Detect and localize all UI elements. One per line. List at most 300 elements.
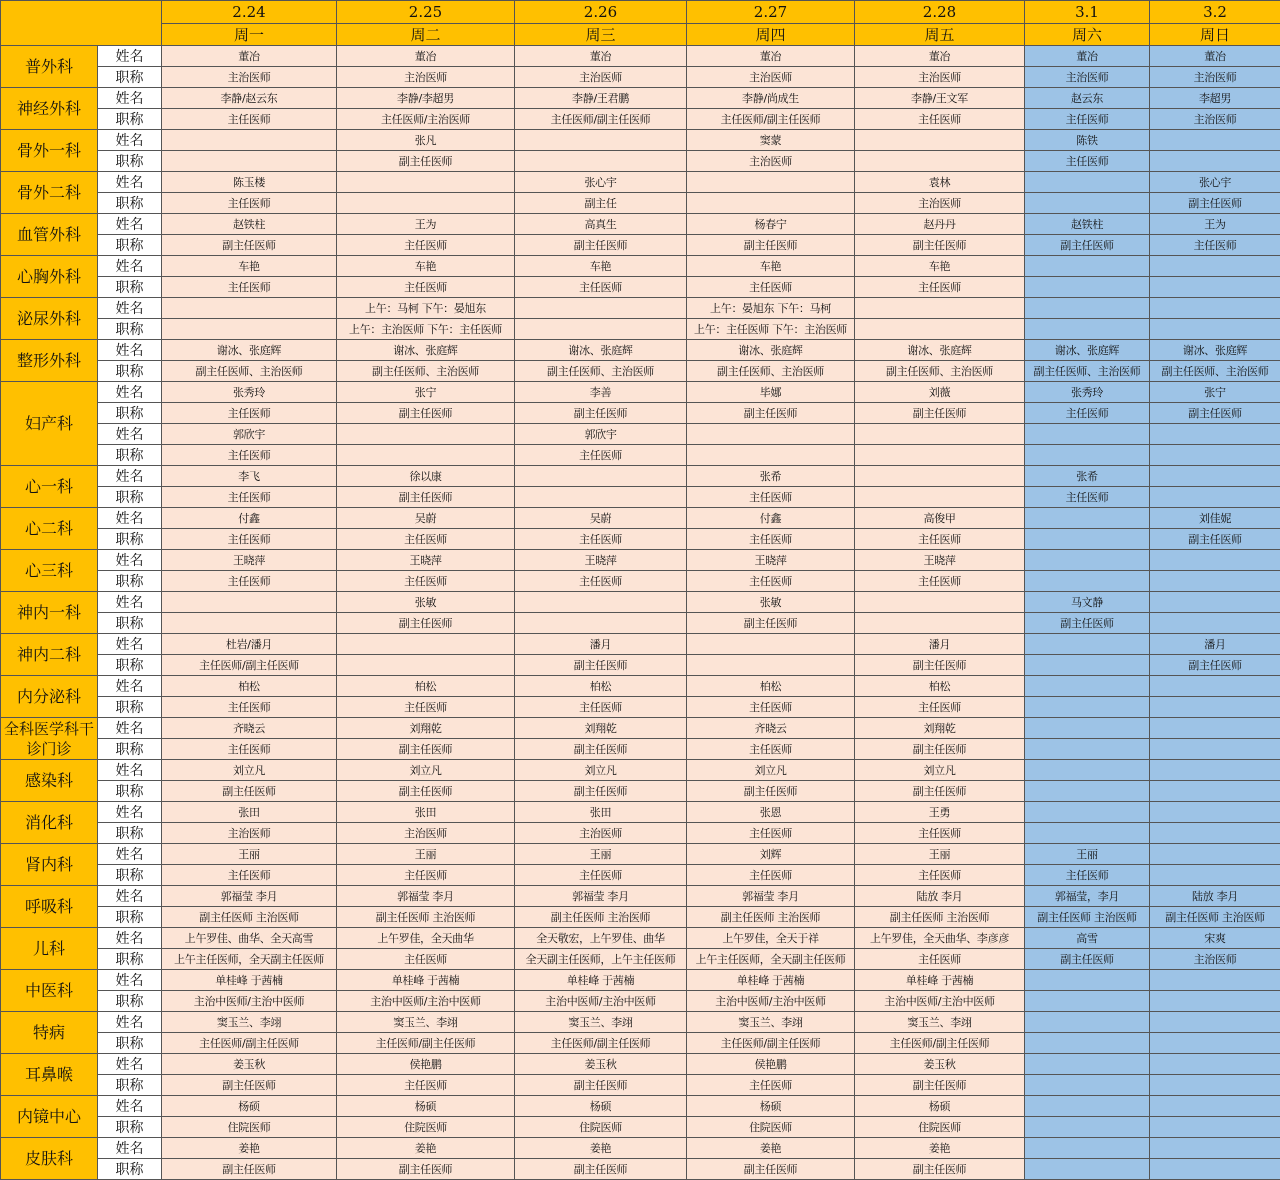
name-row xyxy=(1,592,1280,613)
weekday-header: 周日 xyxy=(1150,23,1280,46)
doctor-name-cell xyxy=(1150,1012,1280,1033)
doctor-name-cell: 付鑫 xyxy=(687,508,855,529)
doctor-name-cell xyxy=(1150,424,1280,445)
doctor-title-cell xyxy=(1150,277,1280,298)
name-label: 姓名 xyxy=(98,760,162,781)
name-row xyxy=(1,802,1280,823)
doctor-title-cell xyxy=(162,151,337,172)
doctor-title-cell: 副主任医师 xyxy=(1150,529,1280,550)
title-label: 职称 xyxy=(98,991,162,1012)
doctor-title-cell: 主治医师 xyxy=(515,823,687,844)
name-label: 姓名 xyxy=(98,802,162,823)
doctor-title-cell: 主任医师 xyxy=(162,697,337,718)
title-row xyxy=(1,235,1280,256)
doctor-title-cell xyxy=(337,445,515,466)
department-name: 血管外科 xyxy=(1,214,98,256)
title-row xyxy=(1,151,1280,172)
doctor-name-cell: 张恩 xyxy=(687,802,855,823)
department-name: 特病 xyxy=(1,1012,98,1054)
doctor-title-cell xyxy=(1025,1033,1150,1054)
department-name: 神内二科 xyxy=(1,634,98,676)
date-header: 2.28 xyxy=(855,1,1025,24)
doctor-title-cell: 全天副主任医师，上午主任医师 xyxy=(515,949,687,970)
doctor-name-cell: 王丽 xyxy=(515,844,687,865)
doctor-name-cell: 潘月 xyxy=(855,634,1025,655)
title-row xyxy=(1,1075,1280,1096)
doctor-name-cell: 刘佳妮 xyxy=(1150,508,1280,529)
name-row xyxy=(1,382,1280,403)
doctor-title-cell xyxy=(1025,1159,1150,1180)
title-row xyxy=(1,571,1280,592)
doctor-title-cell: 主治医师 xyxy=(1150,949,1280,970)
name-label: 姓名 xyxy=(98,1096,162,1117)
doctor-name-cell: 车艳 xyxy=(687,256,855,277)
name-row xyxy=(1,130,1280,151)
title-label: 职称 xyxy=(98,193,162,214)
department-name: 内分泌科 xyxy=(1,676,98,718)
doctor-name-cell xyxy=(515,130,687,151)
doctor-name-cell: 杨硕 xyxy=(337,1096,515,1117)
doctor-title-cell: 主任医师/副主任医师 xyxy=(162,1033,337,1054)
doctor-name-cell: 上午：晏旭东 下午：马柯 xyxy=(687,298,855,319)
doctor-title-cell: 副主任医师 主治医师 xyxy=(515,907,687,928)
doctor-name-cell: 上午罗佳，全天曲华、李彦彦 xyxy=(855,928,1025,949)
name-label: 姓名 xyxy=(98,1012,162,1033)
doctor-title-cell: 主治医师 xyxy=(337,823,515,844)
doctor-title-cell: 主任医师 xyxy=(1025,109,1150,130)
doctor-name-cell: 杜岩/潘月 xyxy=(162,634,337,655)
doctor-title-cell: 主任医师/副主任医师 xyxy=(855,1033,1025,1054)
table-corner xyxy=(1,1,162,46)
doctor-title-cell: 主任医师 xyxy=(337,571,515,592)
doctor-title-cell: 副主任医师 xyxy=(162,1075,337,1096)
department-name: 肾内科 xyxy=(1,844,98,886)
doctor-name-cell: 姜艳 xyxy=(687,1138,855,1159)
doctor-title-cell: 主任医师 xyxy=(855,949,1025,970)
name-label: 姓名 xyxy=(98,214,162,235)
name-label: 姓名 xyxy=(98,592,162,613)
doctor-title-cell: 主治中医师/主治中医师 xyxy=(687,991,855,1012)
name-row xyxy=(1,466,1280,487)
doctor-title-cell: 副主任医师 主治医师 xyxy=(855,907,1025,928)
doctor-name-cell xyxy=(855,130,1025,151)
doctor-name-cell xyxy=(162,592,337,613)
title-row xyxy=(1,991,1280,1012)
name-row xyxy=(1,46,1280,67)
doctor-title-cell: 副主任医师 xyxy=(337,151,515,172)
doctor-name-cell xyxy=(855,298,1025,319)
name-label: 姓名 xyxy=(98,88,162,109)
doctor-title-cell: 副主任医师 xyxy=(855,739,1025,760)
doctor-name-cell xyxy=(1025,718,1150,739)
name-label: 姓名 xyxy=(98,508,162,529)
doctor-title-cell: 副主任医师 xyxy=(337,739,515,760)
title-label: 职称 xyxy=(98,1075,162,1096)
name-row xyxy=(1,886,1280,907)
doctor-title-cell: 副主任医师 xyxy=(687,235,855,256)
title-label: 职称 xyxy=(98,781,162,802)
title-row xyxy=(1,361,1280,382)
doctor-title-cell: 住院医师 xyxy=(855,1117,1025,1138)
doctor-name-cell: 王晓萍 xyxy=(337,550,515,571)
title-label: 职称 xyxy=(98,907,162,928)
doctor-name-cell: 刘立凡 xyxy=(515,760,687,781)
date-header: 2.25 xyxy=(337,1,515,24)
doctor-name-cell: 陆放 李月 xyxy=(1150,886,1280,907)
doctor-title-cell: 副主任医师 xyxy=(162,235,337,256)
name-label: 姓名 xyxy=(98,340,162,361)
weekday-header: 周五 xyxy=(855,23,1025,46)
doctor-title-cell: 主任医师/副主任医师 xyxy=(515,109,687,130)
doctor-title-cell: 主任医师 xyxy=(687,277,855,298)
doctor-name-cell: 杨春宁 xyxy=(687,214,855,235)
name-label: 姓名 xyxy=(98,970,162,991)
doctor-name-cell xyxy=(1025,298,1150,319)
doctor-title-cell xyxy=(1150,319,1280,340)
doctor-title-cell: 主治医师 xyxy=(1150,67,1280,88)
doctor-name-cell xyxy=(337,634,515,655)
doctor-name-cell: 姜艳 xyxy=(855,1138,1025,1159)
doctor-name-cell: 张田 xyxy=(337,802,515,823)
doctor-title-cell xyxy=(337,193,515,214)
doctor-title-cell: 住院医师 xyxy=(337,1117,515,1138)
title-label: 职称 xyxy=(98,865,162,886)
doctor-title-cell: 主任医师 xyxy=(1025,403,1150,424)
doctor-name-cell: 窦玉兰、李翊 xyxy=(515,1012,687,1033)
doctor-title-cell: 主任医师/副主任医师 xyxy=(162,655,337,676)
doctor-title-cell: 主任医师 xyxy=(337,277,515,298)
name-label: 姓名 xyxy=(98,424,162,445)
doctor-title-cell: 副主任医师 xyxy=(162,1159,337,1180)
department-name: 妇产科 xyxy=(1,382,98,466)
doctor-title-cell: 副主任医师 xyxy=(855,1159,1025,1180)
doctor-title-cell: 上午主任医师，全天副主任医师 xyxy=(687,949,855,970)
doctor-title-cell xyxy=(1025,739,1150,760)
doctor-name-cell: 郭福莹 李月 xyxy=(687,886,855,907)
doctor-title-cell xyxy=(515,487,687,508)
department-name: 中医科 xyxy=(1,970,98,1012)
title-label: 职称 xyxy=(98,529,162,550)
doctor-name-cell xyxy=(1150,1054,1280,1075)
doctor-name-cell: 杨硕 xyxy=(687,1096,855,1117)
doctor-title-cell xyxy=(1150,1033,1280,1054)
doctor-name-cell: 张心宇 xyxy=(515,172,687,193)
name-row xyxy=(1,844,1280,865)
doctor-title-cell xyxy=(162,319,337,340)
doctor-title-cell xyxy=(687,445,855,466)
weekday-header: 周二 xyxy=(337,23,515,46)
name-row xyxy=(1,88,1280,109)
doctor-name-cell: 王为 xyxy=(337,214,515,235)
doctor-title-cell: 主任医师 xyxy=(162,445,337,466)
name-row xyxy=(1,970,1280,991)
doctor-title-cell: 主任医师 xyxy=(687,739,855,760)
doctor-name-cell: 王丽 xyxy=(162,844,337,865)
doctor-name-cell: 李静/王文军 xyxy=(855,88,1025,109)
doctor-name-cell: 姜玉秋 xyxy=(855,1054,1025,1075)
doctor-title-cell: 副主任医师 主治医师 xyxy=(1150,907,1280,928)
doctor-title-cell: 主任医师 xyxy=(855,277,1025,298)
name-row xyxy=(1,424,1280,445)
doctor-title-cell: 副主任医师 xyxy=(1150,403,1280,424)
doctor-title-cell xyxy=(1150,151,1280,172)
title-label: 职称 xyxy=(98,277,162,298)
doctor-title-cell: 主任医师/副主任医师 xyxy=(687,109,855,130)
title-label: 职称 xyxy=(98,235,162,256)
title-row xyxy=(1,319,1280,340)
department-name: 神经外科 xyxy=(1,88,98,130)
doctor-name-cell: 窦玉兰、李翊 xyxy=(855,1012,1025,1033)
title-label: 职称 xyxy=(98,571,162,592)
doctor-name-cell xyxy=(162,130,337,151)
doctor-title-cell: 主任医师 xyxy=(162,277,337,298)
doctor-title-cell: 副主任医师 主治医师 xyxy=(687,907,855,928)
title-label: 职称 xyxy=(98,949,162,970)
doctor-title-cell xyxy=(1150,991,1280,1012)
doctor-name-cell xyxy=(162,298,337,319)
name-label: 姓名 xyxy=(98,1138,162,1159)
doctor-title-cell xyxy=(1025,445,1150,466)
doctor-title-cell xyxy=(1150,571,1280,592)
doctor-title-cell: 主治医师 xyxy=(1150,109,1280,130)
name-row xyxy=(1,1012,1280,1033)
doctor-name-cell: 张心宇 xyxy=(1150,172,1280,193)
doctor-title-cell xyxy=(1025,655,1150,676)
doctor-name-cell: 董冶 xyxy=(1025,46,1150,67)
doctor-name-cell: 姜艳 xyxy=(515,1138,687,1159)
doctor-name-cell: 谢冰、张庭辉 xyxy=(1150,340,1280,361)
name-row xyxy=(1,550,1280,571)
doctor-title-cell: 主任医师 xyxy=(1150,235,1280,256)
doctor-name-cell: 李静/赵云东 xyxy=(162,88,337,109)
title-row xyxy=(1,445,1280,466)
title-row xyxy=(1,781,1280,802)
doctor-name-cell: 董冶 xyxy=(687,46,855,67)
doctor-title-cell: 主任医师/主治医师 xyxy=(337,109,515,130)
doctor-title-cell: 副主任医师 xyxy=(855,235,1025,256)
doctor-name-cell xyxy=(1025,1096,1150,1117)
doctor-title-cell: 主任医师 xyxy=(855,109,1025,130)
doctor-name-cell xyxy=(1150,298,1280,319)
name-label: 姓名 xyxy=(98,718,162,739)
doctor-title-cell xyxy=(855,445,1025,466)
title-row xyxy=(1,949,1280,970)
doctor-title-cell: 副主任医师 xyxy=(515,235,687,256)
name-row xyxy=(1,1138,1280,1159)
doctor-title-cell: 主任医师 xyxy=(337,529,515,550)
doctor-name-cell: 单桂峰 于茜楠 xyxy=(162,970,337,991)
doctor-name-cell: 谢冰、张庭辉 xyxy=(1025,340,1150,361)
title-label: 职称 xyxy=(98,697,162,718)
doctor-title-cell: 主任医师 xyxy=(162,529,337,550)
doctor-title-cell: 副主任医师 主治医师 xyxy=(337,907,515,928)
doctor-name-cell: 李超男 xyxy=(1150,88,1280,109)
title-row xyxy=(1,193,1280,214)
doctor-name-cell xyxy=(1150,760,1280,781)
name-row xyxy=(1,718,1280,739)
name-label: 姓名 xyxy=(98,298,162,319)
doctor-title-cell xyxy=(1025,697,1150,718)
doctor-name-cell: 王丽 xyxy=(337,844,515,865)
title-label: 职称 xyxy=(98,487,162,508)
doctor-title-cell: 副主任医师、主治医师 xyxy=(515,361,687,382)
doctor-title-cell xyxy=(687,193,855,214)
doctor-name-cell: 马文静 xyxy=(1025,592,1150,613)
doctor-name-cell: 刘立凡 xyxy=(687,760,855,781)
doctor-title-cell: 主任医师/副主任医师 xyxy=(337,1033,515,1054)
doctor-title-cell: 主任医师 xyxy=(515,277,687,298)
doctor-title-cell: 主任医师 xyxy=(855,823,1025,844)
doctor-title-cell xyxy=(1025,571,1150,592)
doctor-title-cell: 主任医师 xyxy=(687,529,855,550)
doctor-title-cell: 主任医师 xyxy=(1025,151,1150,172)
name-label: 姓名 xyxy=(98,844,162,865)
department-name: 泌尿外科 xyxy=(1,298,98,340)
department-name: 消化科 xyxy=(1,802,98,844)
name-row xyxy=(1,214,1280,235)
date-header: 2.24 xyxy=(162,1,337,24)
doctor-name-cell xyxy=(337,424,515,445)
doctor-name-cell xyxy=(1150,466,1280,487)
doctor-title-cell: 副主任医师 xyxy=(1025,235,1150,256)
doctor-name-cell xyxy=(1025,424,1150,445)
title-row xyxy=(1,655,1280,676)
doctor-title-cell: 主任医师 xyxy=(162,739,337,760)
date-header: 2.26 xyxy=(515,1,687,24)
doctor-title-cell xyxy=(855,151,1025,172)
doctor-name-cell: 齐晓云 xyxy=(687,718,855,739)
doctor-name-cell: 刘立凡 xyxy=(162,760,337,781)
name-row xyxy=(1,256,1280,277)
title-label: 职称 xyxy=(98,67,162,88)
doctor-name-cell: 王勇 xyxy=(855,802,1025,823)
doctor-title-cell xyxy=(1150,1075,1280,1096)
title-label: 职称 xyxy=(98,361,162,382)
title-row xyxy=(1,739,1280,760)
doctor-name-cell: 谢冰、张庭辉 xyxy=(855,340,1025,361)
doctor-name-cell xyxy=(855,424,1025,445)
doctor-name-cell: 吴蔚 xyxy=(337,508,515,529)
doctor-title-cell: 副主任医师、主治医师 xyxy=(337,361,515,382)
doctor-title-cell: 主治中医师/主治中医师 xyxy=(337,991,515,1012)
doctor-title-cell: 副主任医师 xyxy=(687,613,855,634)
doctor-title-cell: 副主任医师 xyxy=(337,487,515,508)
doctor-title-cell xyxy=(1025,1117,1150,1138)
title-row xyxy=(1,907,1280,928)
doctor-name-cell xyxy=(687,424,855,445)
doctor-title-cell: 主治医师 xyxy=(515,67,687,88)
doctor-title-cell: 副主任医师 xyxy=(515,739,687,760)
department-name: 耳鼻喉 xyxy=(1,1054,98,1096)
doctor-name-cell: 谢冰、张庭辉 xyxy=(162,340,337,361)
doctor-name-cell: 赵铁柱 xyxy=(1025,214,1150,235)
doctor-title-cell: 副主任医师、主治医师 xyxy=(162,361,337,382)
doctor-title-cell: 主任医师 xyxy=(687,865,855,886)
doctor-name-cell: 车艳 xyxy=(515,256,687,277)
doctor-name-cell: 潘月 xyxy=(515,634,687,655)
doctor-name-cell: 窦蒙 xyxy=(687,130,855,151)
name-label: 姓名 xyxy=(98,886,162,907)
title-label: 职称 xyxy=(98,1033,162,1054)
title-row xyxy=(1,823,1280,844)
doctor-title-cell: 副主任医师、主治医师 xyxy=(855,361,1025,382)
doctor-title-cell: 住院医师 xyxy=(162,1117,337,1138)
doctor-name-cell xyxy=(1150,1138,1280,1159)
doctor-name-cell: 高俊甲 xyxy=(855,508,1025,529)
doctor-title-cell: 副主任医师 xyxy=(1150,193,1280,214)
doctor-name-cell: 张敏 xyxy=(337,592,515,613)
doctor-title-cell xyxy=(1150,823,1280,844)
doctor-title-cell: 副主任医师 xyxy=(337,613,515,634)
doctor-name-cell: 柏松 xyxy=(687,676,855,697)
doctor-title-cell: 主任医师 xyxy=(1025,487,1150,508)
doctor-name-cell: 董冶 xyxy=(337,46,515,67)
doctor-title-cell: 主治医师 xyxy=(687,151,855,172)
doctor-name-cell: 李静/尚成生 xyxy=(687,88,855,109)
doctor-name-cell: 全天敬宏，上午罗佳、曲华 xyxy=(515,928,687,949)
doctor-name-cell xyxy=(1150,802,1280,823)
name-label: 姓名 xyxy=(98,928,162,949)
name-label: 姓名 xyxy=(98,1054,162,1075)
doctor-name-cell: 姜玉秋 xyxy=(162,1054,337,1075)
doctor-title-cell: 主任医师 xyxy=(855,571,1025,592)
doctor-title-cell: 主任医师 xyxy=(515,571,687,592)
doctor-name-cell xyxy=(515,592,687,613)
doctor-name-cell xyxy=(337,172,515,193)
title-label: 职称 xyxy=(98,403,162,424)
doctor-title-cell xyxy=(855,613,1025,634)
doctor-name-cell xyxy=(1150,256,1280,277)
doctor-title-cell xyxy=(855,319,1025,340)
doctor-title-cell: 主任医师/副主任医师 xyxy=(687,1033,855,1054)
doctor-name-cell: 郭福莹 李月 xyxy=(162,886,337,907)
doctor-name-cell: 陈玉楼 xyxy=(162,172,337,193)
doctor-title-cell xyxy=(1025,823,1150,844)
name-row xyxy=(1,508,1280,529)
doctor-title-cell: 副主任医师 xyxy=(687,781,855,802)
doctor-name-cell: 郭欣宇 xyxy=(162,424,337,445)
doctor-title-cell: 主治医师 xyxy=(855,67,1025,88)
doctor-title-cell: 副主任医师、主治医师 xyxy=(1025,361,1150,382)
department-name: 整形外科 xyxy=(1,340,98,382)
doctor-title-cell xyxy=(1025,529,1150,550)
doctor-name-cell: 张凡 xyxy=(337,130,515,151)
title-label: 职称 xyxy=(98,109,162,130)
doctor-title-cell: 主任医师 xyxy=(515,697,687,718)
doctor-name-cell: 谢冰、张庭辉 xyxy=(687,340,855,361)
doctor-title-cell: 副主任 xyxy=(515,193,687,214)
title-row xyxy=(1,67,1280,88)
doctor-title-cell: 副主任医师 xyxy=(855,655,1025,676)
doctor-name-cell: 袁林 xyxy=(855,172,1025,193)
doctor-name-cell xyxy=(1025,1054,1150,1075)
doctor-name-cell: 郭福莹 李月 xyxy=(337,886,515,907)
doctor-name-cell: 车艳 xyxy=(337,256,515,277)
doctor-title-cell xyxy=(1150,613,1280,634)
name-label: 姓名 xyxy=(98,550,162,571)
doctor-title-cell xyxy=(687,655,855,676)
doctor-title-cell xyxy=(1025,991,1150,1012)
doctor-name-cell xyxy=(1150,676,1280,697)
doctor-title-cell: 副主任医师 xyxy=(162,781,337,802)
title-row xyxy=(1,613,1280,634)
doctor-name-cell: 陈铁 xyxy=(1025,130,1150,151)
doctor-name-cell: 李静/王君鹏 xyxy=(515,88,687,109)
department-name: 心一科 xyxy=(1,466,98,508)
doctor-name-cell: 赵丹丹 xyxy=(855,214,1025,235)
doctor-title-cell: 副主任医师 xyxy=(337,1159,515,1180)
name-label: 姓名 xyxy=(98,382,162,403)
